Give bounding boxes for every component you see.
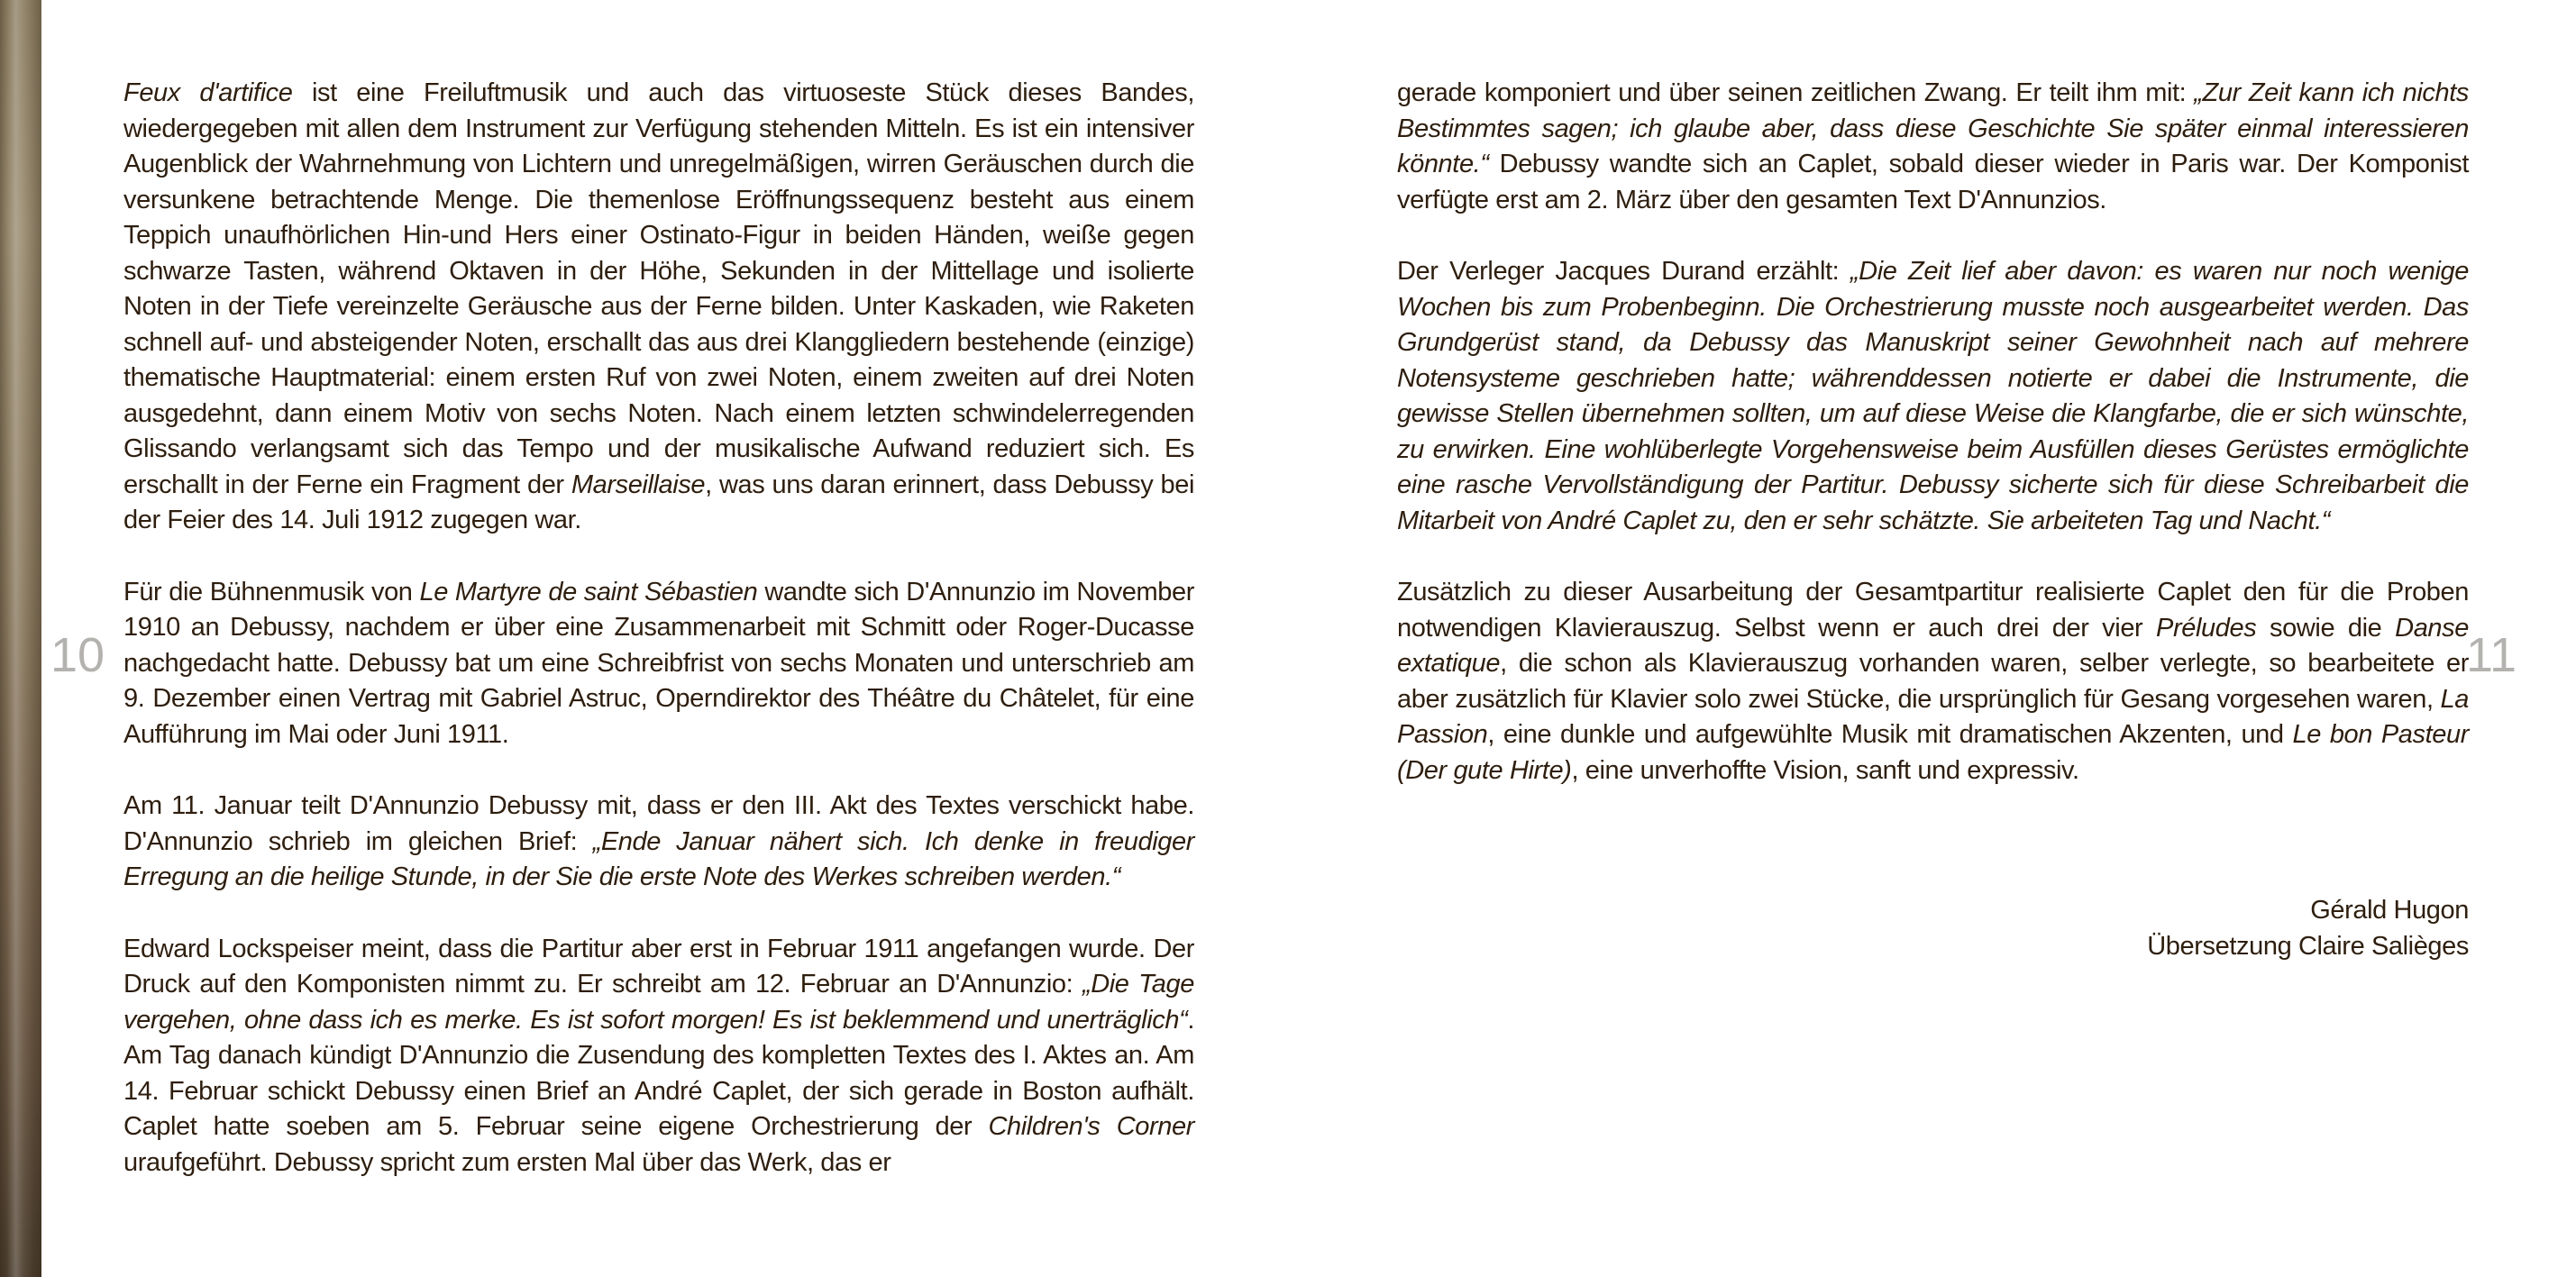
italic-text-run: „Die Tage vergehen, ohne dass ich es merke. Es ist sofort morgen! Es ist beklemmend und unerträglich“ [123,970,1194,1035]
text-run: gerade komponiert und über seinen zeitlichen Zwang. Er teilt ihm mit: [1397,78,2195,107]
italic-text-run: Marseillaise [571,470,706,499]
text-run: uraufgeführt. Debussy spricht zum ersten Mal über das Werk, das er [123,1147,891,1177]
paragraph [1397,76,2469,218]
text-run: ist eine Freiluftmusik und auch das virtuoseste Stück dieses Bandes, wiedergegeben mit allen dem Instrument zur Verfügung stehenden Mitteln. Es ist ein intensiver Augenblick der Wahrnehmung von Lichtern und unregelmäßigen, wirren Geräuschen durch die versunkene betrachtende Menge. Die themenlose Eröffnungssequenz besteht aus einem Teppich unaufhörlichen Hin-und Hers einer Ostinato-Figur in beiden Händen, weiße gegen schwarze Tasten, während Oktaven in der Höhe, Sekunden in der Mittellage und isolierte Noten in der Tiefe vereinzelte Geräusche aus der Ferne bilden. Unter Kaskaden, wie Raketen schnell auf- und absteigender Noten, erschallt das aus drei Klanggliedern bestehende (einzige) thematische Hauptmaterial: einem ersten Ruf von zwei Noten, einem zweiten auf drei Noten ausgedehnt, dann einem Motiv von sechs Noten. Nach einem letzten schwindelerregenden Glissando verlangsamt sich das Tempo und der musikalische Aufwand reduziert sich. Es erschallt in der Ferne ein Fragment der [123,78,1195,499]
italic-text-run: „Zur Zeit kann ich nichts Bestimmtes sagen; ich glaube aber, dass diese Geschichte Sie später einmal interessieren könnte.“ [1397,78,2469,178]
right-page-paragraphs [1397,76,2469,789]
text-run: Der Verleger Jacques Durand erzählt: [1397,257,1850,286]
right-page-text [1397,76,2469,964]
italic-text-run: „Die Zeit lief aber davon: es waren nur noch wenige Wochen bis zum Probenbeginn. Die Orchestrierung musste noch ausgearbeitet werden. Das Grundgerüst stand, da Debussy das Manuskript seiner Gewohnheit nach auf mehrere Notensysteme geschrieben hatte; währenddessen notierte er dabei die Instrumente, die gewisse Stellen übernehmen sollten, um auf diese Weise die Klangfarbe, die er sich wünschte, zu erwirken. Eine wohlüberlegte Vorgehensweise beim Ausfüllen dieses Gerüstes ermöglichte eine rasche Vervollständigung der Partitur. Debussy sicherte sich für diese Schreibarbeit die Mitarbeit von André Caplet zu, den er sehr schätzte. Sie arbeiteten Tag und Nacht.“ [1397,257,2469,535]
translator-credit: Übersetzung Claire Salièges [2147,931,2469,961]
paragraph [1397,575,2469,789]
signature-block [1397,893,2469,964]
left-page-text [123,76,1194,1181]
italic-text-run: Préludes [2156,613,2257,643]
text-run: wandte sich D'Annunzio im November 1910 an Debussy, nachdem er über eine Zusammenarbeit mit Schmitt oder Roger-Ducasse nachgedacht hatte. Debussy bat um eine Schreibfrist von sechs Monaten und unterschrieb am 9. Dezember einen Vertrag mit Gabriel Astruc, Operndirektor des Théâtre du Châtelet, für eine Aufführung im Mai oder Juni 1911. [123,577,1194,749]
italic-text-run: Le bon Pasteur (Der gute Hirte) [1397,720,2469,785]
paragraph [123,575,1194,753]
italic-text-run: La Passion [1397,684,2469,749]
paragraph [123,789,1194,896]
page-number-left: 10 [50,628,105,682]
text-run: Zusätzlich zu dieser Ausarbeitung der Gesamtpartitur realisierte Caplet den für die Proben notwendigen Klavierauszug. Selbst wenn er auch drei der vier [1397,578,2469,643]
text-run: , eine dunkle und aufgewühlte Musik mit dramatischen Akzenten, und [1487,720,2293,749]
text-run: Am 11. Januar teilt D'Annunzio Debussy mit, dass er den III. Akt des Textes verschickt habe. D'Annunzio schrieb im gleichen Brief: [123,791,1194,856]
page-number-right: 11 [2465,628,2517,682]
author-credit: Gérald Hugon [2310,896,2469,925]
text-run: . Am Tag danach kündigt D'Annunzio die Zusendung des kompletten Textes des I. Aktes an. Am 14. Februar schickt Debussy einen Brief an André Caplet, der sich gerade in Boston aufhält. Caplet hatte soeben am 5. Februar seine eigene Orchestrierung der [123,1005,1194,1141]
text-run: , was uns daran erinnert, dass Debussy bei der Feier des 14. Juli 1912 zugegen war. [123,470,1195,534]
text-run: Edward Lockspeiser meint, dass die Partitur aber erst in Februar 1911 angefangen wurde. Der Druck auf den Komponisten nimmt zu. Er schreibt am 12. Februar an D'Annunzio: [123,934,1194,999]
paragraph [1397,254,2469,539]
italic-text-run: Danse extatique [1397,613,2469,678]
text-run: sowie die [2256,613,2396,643]
text-run: , die schon als Klavierauszug vorhanden waren, selber verlegte, so bearbeitete er aber zusätzlich für Klavier solo zwei Stücke, die ursprünglich für Gesang vorgesehen waren, [1397,649,2469,714]
italic-text-run: Le Martyre de saint Sébastien [419,577,758,607]
italic-text-run: Children's Corner [988,1112,1194,1141]
italic-text-run: Feux d'artifice [123,78,293,107]
text-run: Für die Bühnenmusik von [123,577,420,607]
paragraph [123,76,1194,539]
italic-text-run: „Ende Januar nähert sich. Ich denke in freudiger Erregung an die heilige Stunde, in der Sie die erste Note des Werkes schreiben werden.“ [123,826,1195,891]
paragraph [123,932,1194,1181]
text-run: , eine unverhoffte Vision, sanft und expressiv. [1571,755,2079,785]
text-run: Debussy wandte sich an Caplet, sobald dieser wieder in Paris war. Der Komponist verfügte erst am 2. März über den gesamten Text D'Annunzios. [1397,150,2469,214]
book-spine-edge [0,0,41,1277]
